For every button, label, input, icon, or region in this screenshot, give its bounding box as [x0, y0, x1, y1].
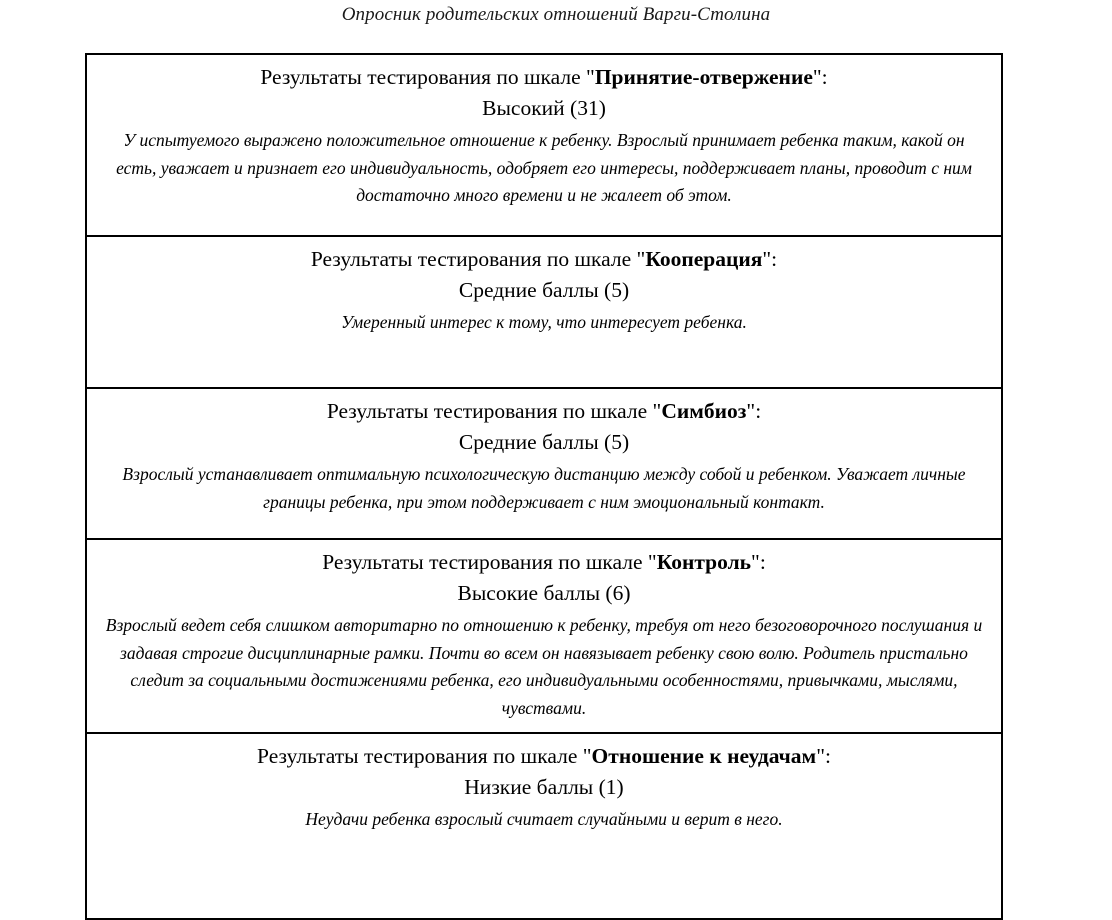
heading-prefix: Результаты тестирования по шкале — [310, 247, 637, 271]
document-title: Опросник родительских отношений Варги-Столина — [341, 4, 771, 25]
heading-prefix: Результаты тестирования по шкале — [260, 65, 587, 89]
heading-colon: : — [755, 399, 762, 423]
scale-description: Взрослый ведет себя слишком авторитарно по отношению к ребенку, требуя от него безоговорочного послушания и задавая строгие дисциплинарные рамки. Почти во всем он навязывает ребенку свою волю. Родитель пристально следит за социальными достижениями ребенка, его индивидуальными особенностями, привычками, мыслями, чувствами. — [105, 614, 983, 718]
heading-colon: : — [824, 744, 831, 769]
cell-content — [87, 540, 1001, 732]
table-row — [86, 388, 1002, 539]
table-row — [86, 733, 1002, 919]
heading-prefix: Результаты тестирования по шкале — [322, 550, 648, 574]
scale-result: Средние баллы (5) — [458, 429, 630, 454]
scale-description: У испытуемого выражено положительное отношение к ребенку. Взрослый принимает ребенка таким, какой он есть, уважает и признает его индивидуальность, одобряет его интересы, поддерживает планы, проводит с ним достаточно много времени и не жалеет об этом. — [116, 129, 972, 206]
table-row — [86, 539, 1002, 733]
scale-name: Принятие-отвержение — [594, 65, 813, 89]
cell-content — [87, 734, 1001, 918]
result-cell-acceptance — [86, 54, 1002, 236]
result-cell-cooperation — [86, 236, 1002, 388]
scale-name: Отношение к неудачам — [591, 744, 817, 769]
quote-close: " — [746, 399, 756, 423]
scale-description: Умеренный интерес к тому, что интересует ребенка. — [341, 311, 747, 332]
quote-close: " — [751, 550, 760, 574]
result-cell-failures — [86, 733, 1002, 919]
scale-heading — [103, 549, 985, 577]
scale-heading — [103, 398, 985, 426]
scale-result: Низкие баллы (1) — [464, 774, 624, 799]
heading-colon: : — [821, 65, 828, 89]
scale-description: Взрослый устанавливает оптимальную психологическую дистанцию между собой и ребенком. Уважает личные границы ребенка, при этом поддерживает с ним эмоциональный контакт. — [122, 463, 966, 512]
scale-description: Неудачи ребенка взрослый считает случайными и верит в него. — [305, 809, 783, 830]
scale-name: Симбиоз — [661, 399, 747, 423]
scale-result: Средние баллы (5) — [458, 277, 630, 302]
scale-heading — [103, 246, 985, 274]
quote-close: " — [762, 247, 772, 271]
results-table-body — [86, 54, 1002, 919]
quote-open: " — [636, 247, 646, 271]
quote-open: " — [652, 399, 662, 423]
scale-heading — [103, 64, 985, 92]
table-row — [86, 236, 1002, 388]
quote-close: " — [816, 744, 825, 769]
quote-close: " — [812, 65, 822, 89]
cell-content — [87, 55, 1001, 235]
result-cell-control — [86, 539, 1002, 733]
quote-open: " — [586, 65, 595, 89]
scale-heading — [103, 743, 985, 771]
scale-name: Контроль — [656, 550, 752, 574]
heading-prefix: Результаты тестирования по шкале — [257, 744, 583, 769]
quote-open: " — [647, 550, 657, 574]
result-cell-symbiosis — [86, 388, 1002, 539]
scale-name: Кооперация — [645, 247, 763, 271]
heading-colon: : — [771, 247, 778, 271]
cell-content — [87, 237, 1001, 387]
results-table — [85, 53, 1003, 920]
table-row — [86, 54, 1002, 236]
scale-result: Высокий (31) — [482, 95, 606, 120]
cell-content — [87, 389, 1001, 538]
quote-open: " — [582, 744, 592, 769]
heading-prefix: Результаты тестирования по шкале — [326, 399, 653, 423]
heading-colon: : — [759, 550, 766, 574]
scale-result: Высокие баллы (6) — [457, 580, 631, 605]
